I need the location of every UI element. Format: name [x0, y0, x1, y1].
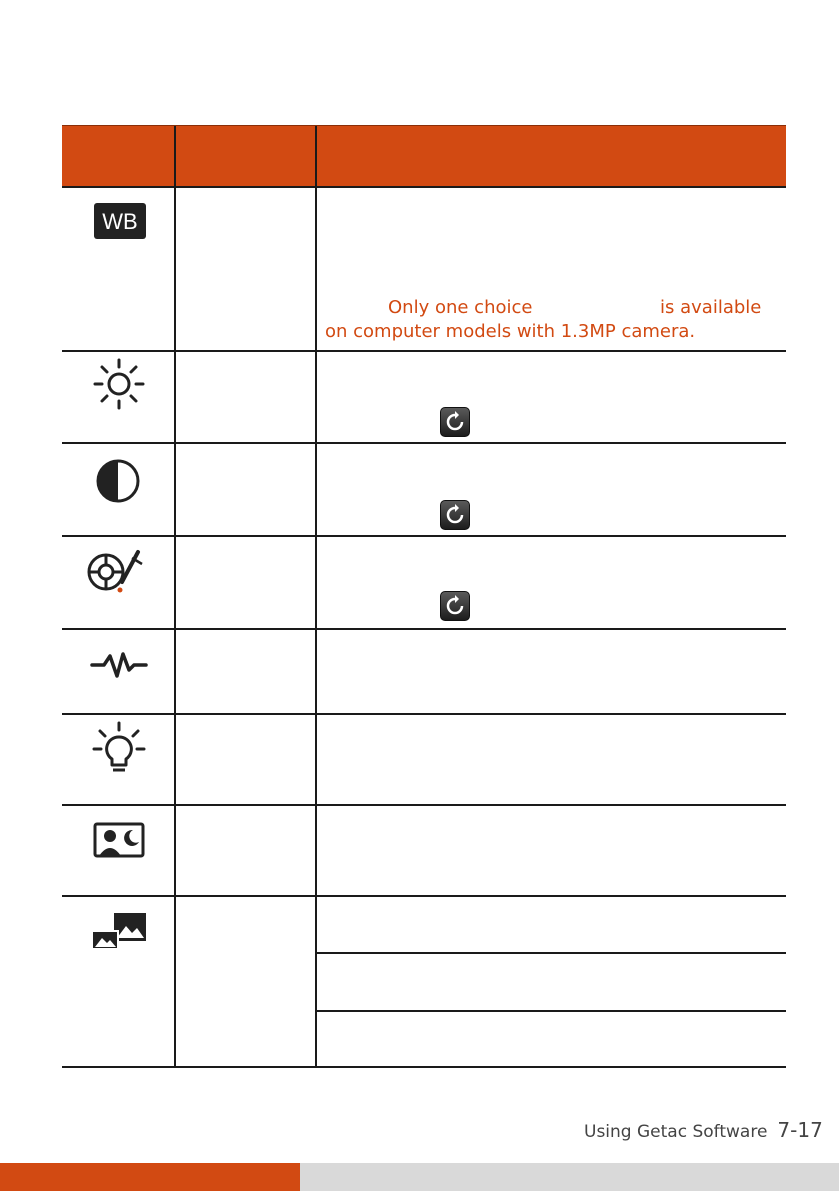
- reset-button[interactable]: [440, 500, 470, 530]
- refresh-icon: [441, 501, 469, 529]
- page-number: 7-17: [777, 1118, 823, 1142]
- saturation-icon: [86, 548, 146, 602]
- note-line-2: on computer models with 1.3MP camera.: [325, 321, 696, 342]
- svg-text:WB: WB: [102, 209, 138, 234]
- header-divider: [315, 126, 317, 188]
- row-rule: [62, 442, 786, 444]
- reset-button[interactable]: [440, 591, 470, 621]
- contrast-icon: [95, 458, 141, 508]
- refresh-icon: [441, 408, 469, 436]
- sub-row-rule: [317, 952, 786, 954]
- row-rule: [62, 804, 786, 806]
- white-balance-icon: [94, 203, 146, 243]
- row-rule: [62, 895, 786, 897]
- resolution-icon: [90, 911, 148, 955]
- reset-button[interactable]: [440, 407, 470, 437]
- footer-bar-gray: [300, 1163, 839, 1191]
- row-rule: [62, 628, 786, 630]
- note-line-1a: Only one choice: [388, 297, 533, 318]
- header-divider: [174, 126, 176, 188]
- footer-section: Using Getac Software: [584, 1122, 768, 1142]
- footer-bar-accent: [0, 1163, 300, 1191]
- table-header: [62, 125, 786, 187]
- header-bottom-rule: [62, 186, 786, 188]
- brightness-icon: [92, 357, 146, 415]
- footer: [584, 1118, 823, 1142]
- sub-row-rule: [317, 1010, 786, 1012]
- note-line-1b: is available: [660, 297, 762, 318]
- backlight-icon: [92, 721, 146, 781]
- row-rule: [62, 350, 786, 352]
- row-rule: [62, 535, 786, 537]
- row-rule: [62, 713, 786, 715]
- refresh-icon: [441, 592, 469, 620]
- night-mode-icon: [93, 822, 145, 862]
- table-bottom-rule: [62, 1066, 786, 1068]
- sharpness-icon: [90, 648, 148, 686]
